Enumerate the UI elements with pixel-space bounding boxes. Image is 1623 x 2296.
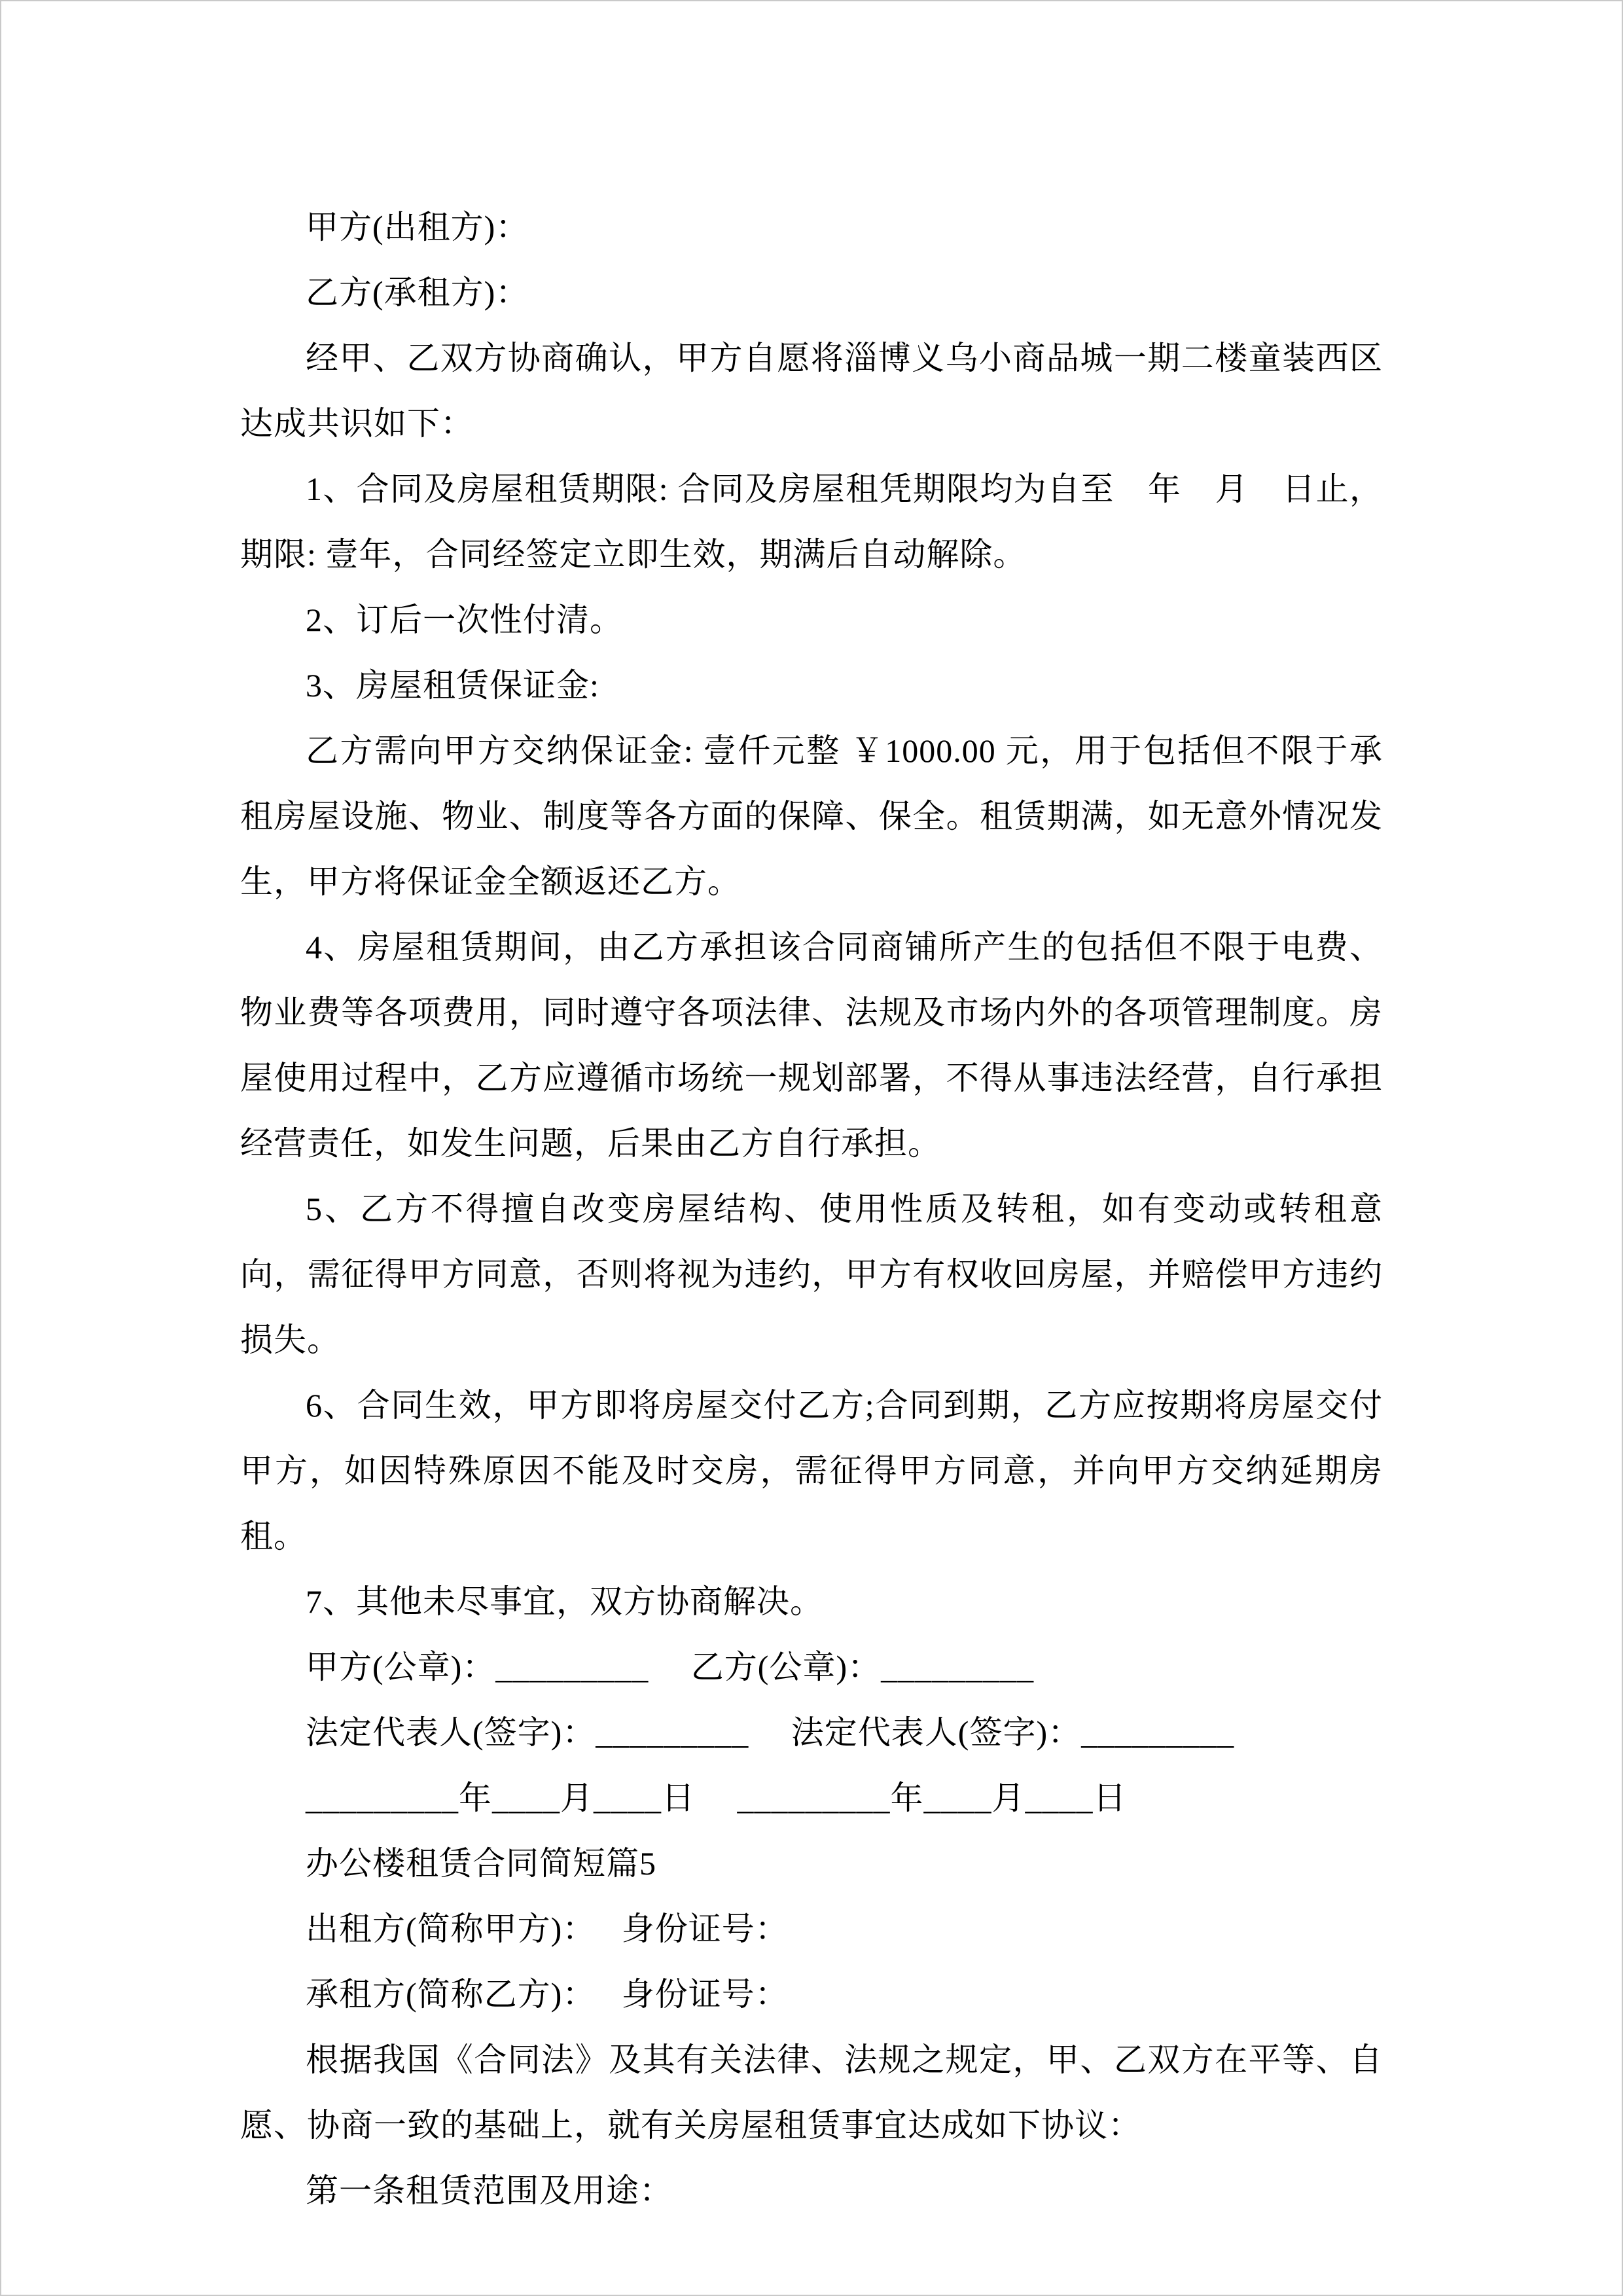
article-1-heading: 第一条租赁范围及用途： — [306, 2172, 673, 2209]
signature-seal-line: 甲方(公章)：_________ 乙方(公章)：_________ — [306, 1649, 1035, 1685]
lessee-id-line: 承租方(简称乙方)： 身份证号： — [306, 1976, 789, 2013]
contract-text-body — [240, 194, 1383, 2223]
clause-2-payment: 2、订后一次性付清。 — [306, 601, 623, 638]
clause-3-deposit-title: 3、房屋租赁保证金: — [306, 667, 599, 704]
clause-7-misc: 7、其他未尽事宜，双方协商解决。 — [306, 1583, 823, 1620]
clause-1-term: 1、合同及房屋租赁期限: 合同及房屋租凭期限均为自至 年 月 日止，期限: 壹年，合同经签定立即生效，期满后自动解除。 — [240, 471, 1383, 573]
signature-rep-line: 法定代表人(签字)：_________ 法定代表人(签字)：_________ — [306, 1714, 1235, 1751]
lessor-id-line: 出租方(简称甲方)： 身份证号： — [306, 1910, 789, 1947]
section-heading-part-5: 办公楼租赁合同简短篇5 — [306, 1845, 656, 1882]
clause-6-handover: 6、合同生效，甲方即将房屋交付乙方;合同到期，乙方应按期将房屋交付甲方，如因特殊原因不能及时交房，需征得甲方同意，并向甲方交纳延期房租。 — [240, 1387, 1383, 1554]
clause-4-fees: 4、房屋租赁期间，由乙方承担该合同商铺所产生的包括但不限于电费、物业费等各项费用，同时遵守各项法律、法规及市场内外的各项管理制度。房屋使用过程中，乙方应遵循市场统一规划部署，不得从事违法经营，自行承担经营责任，如发生问题，后果由乙方自行承担。 — [240, 929, 1383, 1162]
clause-5-no-sublet: 5、乙方不得擅自改变房屋结构、使用性质及转租，如有变动或转租意向，需征得甲方同意，否则将视为违约，甲方有权收回房屋，并赔偿甲方违约损失。 — [240, 1191, 1383, 1358]
party-b-line: 乙方(承租方)： — [306, 274, 529, 311]
party-a-line: 甲方(出租方)： — [306, 209, 529, 245]
signature-date-line: _________年____月____日 _________年____月____日 — [306, 1780, 1127, 1816]
clause-3-deposit-body: 乙方需向甲方交纳保证金: 壹仟元整 ￥1000.00 元，用于包括但不限于承租房屋设施、物业、制度等各方面的保障、保全。租赁期满，如无意外情况发生，甲方将保证金全额返还乙方。 — [240, 732, 1383, 900]
legal-basis-paragraph: 根据我国《合同法》及其有关法律、法规之规定，甲、乙双方在平等、自愿、协商一致的基础上，就有关房屋租赁事宜达成如下协议： — [240, 2041, 1383, 2144]
preamble-paragraph: 经甲、乙双方协商确认，甲方自愿将淄博义乌小商品城一期二楼童装西区达成共识如下： — [240, 340, 1383, 442]
